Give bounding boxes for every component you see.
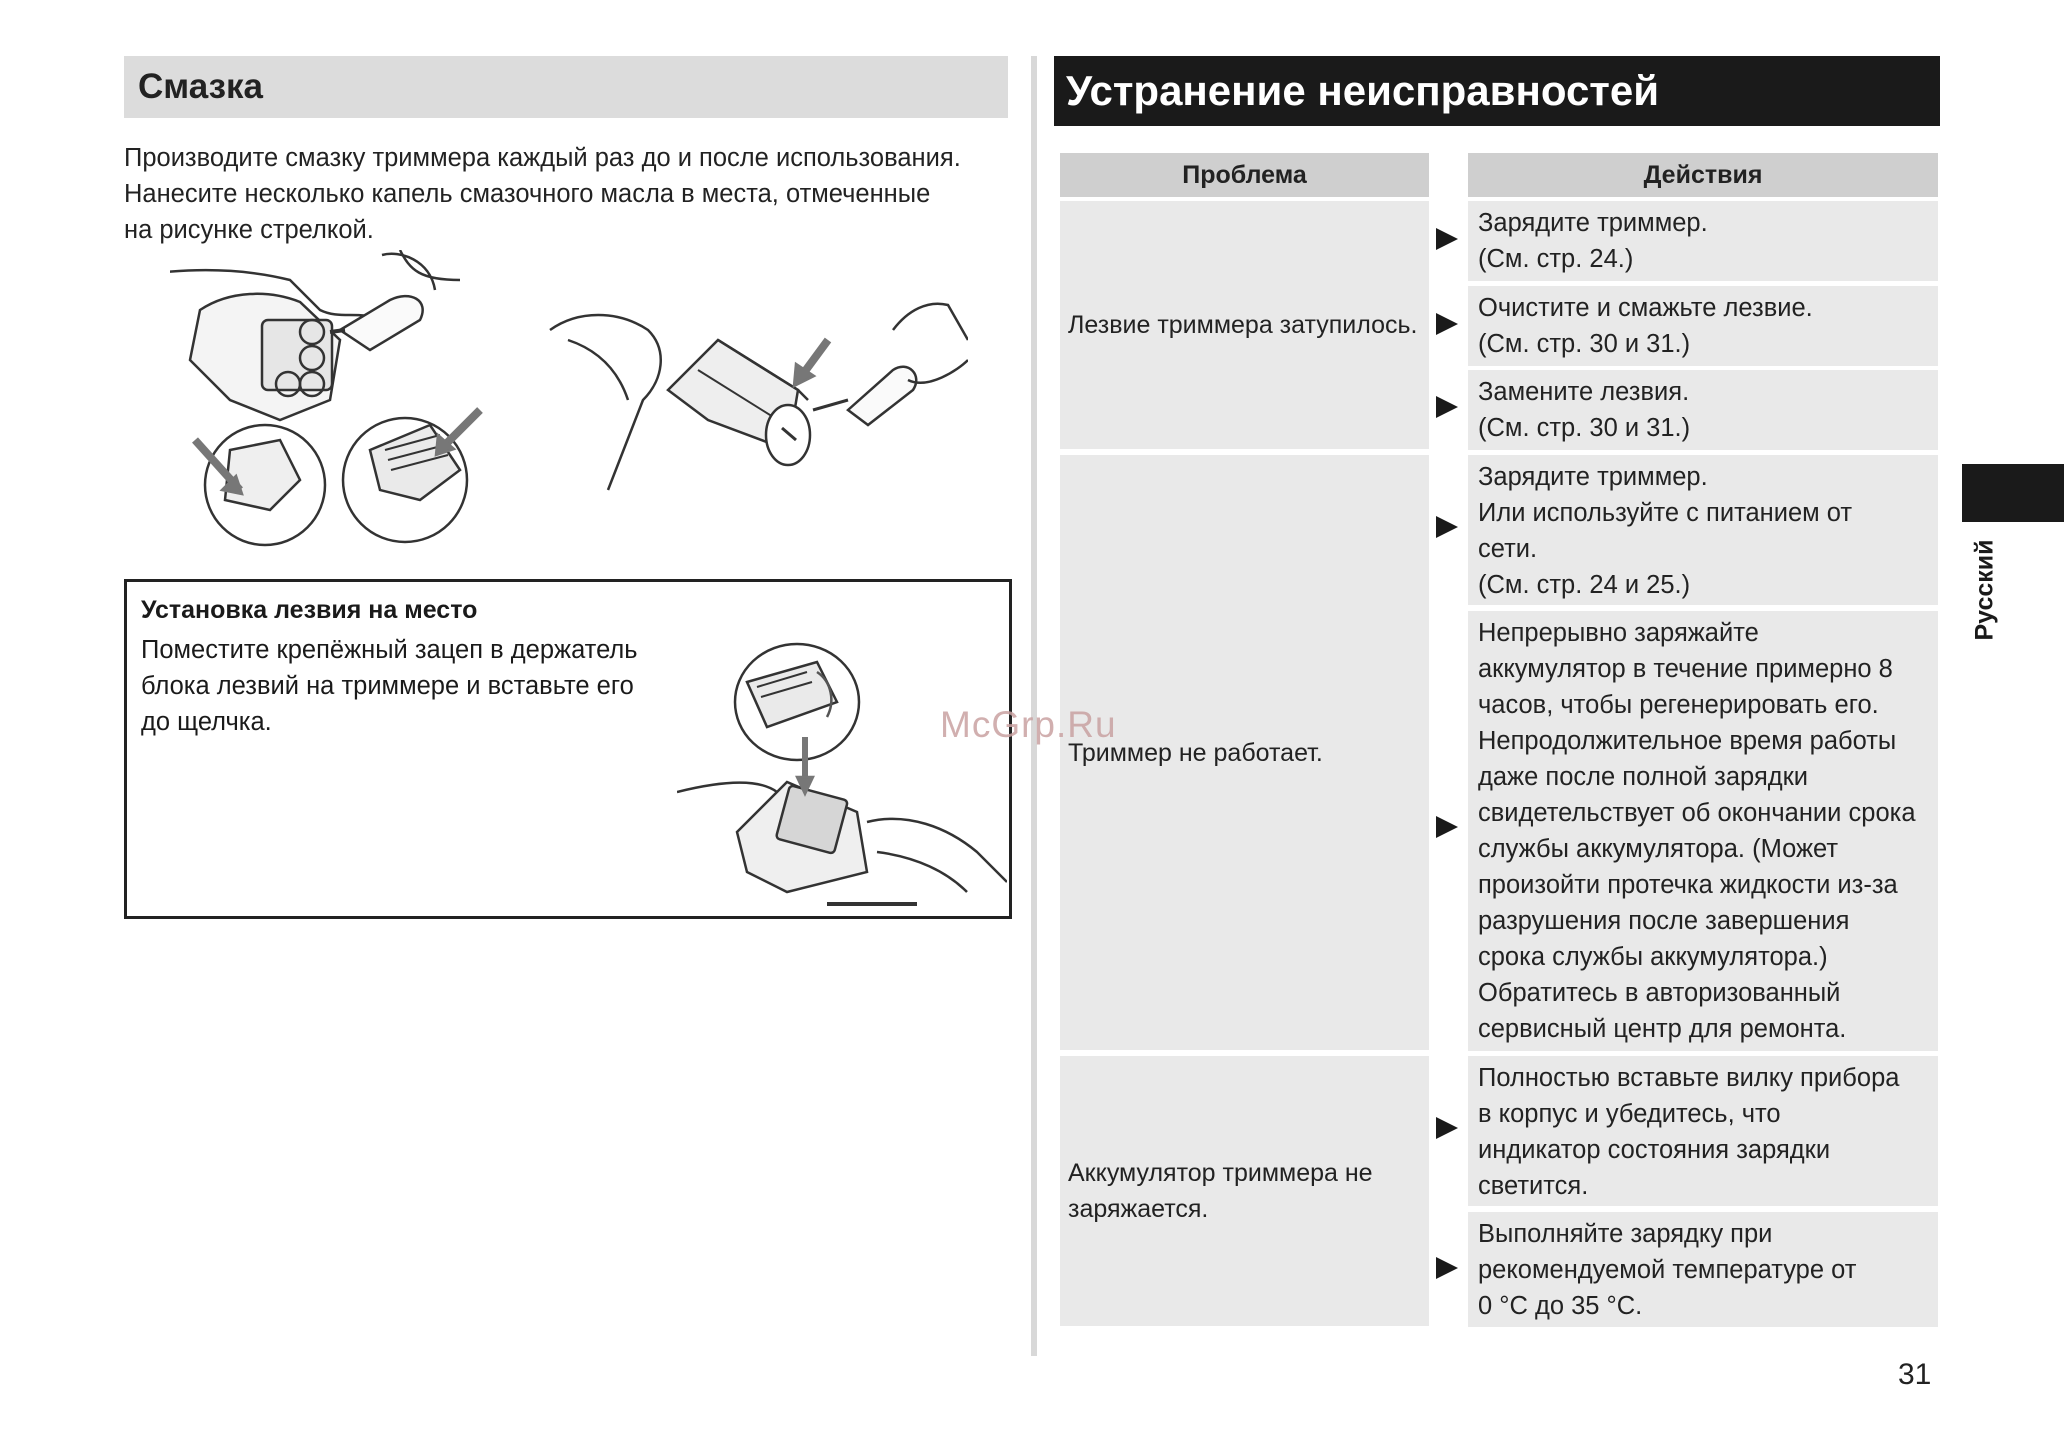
problem-cell: [1060, 201, 1429, 449]
watermark: McGrp.Ru: [940, 704, 1117, 745]
action-line: Очистите и смажьте лезвие.: [1478, 294, 1813, 322]
action-line: 0 °C до 35 °C.: [1478, 1292, 1643, 1320]
problem-cell: [1060, 455, 1429, 1050]
action-cell: [1468, 286, 1938, 366]
language-tab: [1962, 464, 2064, 522]
action-line: (См. стр. 24 и 25.): [1478, 571, 1691, 599]
action-line: Выполняйте зарядку при: [1478, 1220, 1773, 1248]
action-cell: [1468, 1212, 1938, 1327]
action-cell: [1468, 1056, 1938, 1206]
language-label-text: Русский: [1970, 539, 1999, 641]
problem-text: [1068, 1155, 1373, 1227]
instruction-line: Нанесите несколько капель смазочного масла в места, отмеченные: [124, 180, 931, 208]
language-label: [1960, 530, 2010, 650]
action-line: светится.: [1478, 1172, 1589, 1200]
action-line: Непродолжительное время работы: [1478, 727, 1897, 755]
problem-text-line: Аккумулятор триммера не: [1068, 1159, 1373, 1187]
blade-install-instructions: [141, 632, 638, 740]
arrow-icon: [1436, 816, 1458, 838]
page-number: 31: [1898, 1358, 1932, 1391]
problem-cell: [1060, 1056, 1429, 1326]
problem-column-header: Проблема: [1060, 153, 1429, 197]
arrow-icon: [1436, 228, 1458, 250]
instruction-line: блока лезвий на триммере и вставьте его: [141, 672, 634, 700]
action-line: индикатор состояния зарядки: [1478, 1136, 1831, 1164]
action-line: аккумулятор в течение примерно 8: [1478, 655, 1893, 683]
action-line: Обратитесь в авторизованный: [1478, 979, 1841, 1007]
action-line: в корпус и убедитесь, что: [1478, 1100, 1781, 1128]
arrow-icon: [1436, 1117, 1458, 1139]
lubrication-heading: Смазка: [124, 56, 1008, 118]
action-line: Замените лезвия.: [1478, 378, 1690, 406]
action-line: срока службы аккумулятора.): [1478, 943, 1828, 971]
action-line: сервисный центр для ремонта.: [1478, 1015, 1847, 1043]
problem-text: Триммер не работает.: [1068, 738, 1323, 767]
blade-install-heading: Установка лезвия на место: [141, 596, 478, 624]
actions-column-header: Действия: [1468, 153, 1938, 197]
action-line: Полностью вставьте вилку прибора: [1478, 1064, 1900, 1092]
action-cell: [1468, 611, 1938, 1051]
arrow-icon: [1436, 396, 1458, 418]
action-line: Зарядите триммер.: [1478, 209, 1708, 237]
action-line: (См. стр. 24.): [1478, 245, 1634, 273]
action-line: свидетельствует об окончании срока: [1478, 799, 1916, 827]
action-line: Или используйте с питанием от: [1478, 499, 1853, 527]
arrow-icon: [1436, 516, 1458, 538]
blade-install-illustration: [677, 642, 1007, 912]
instruction-line: до щелчка.: [141, 708, 272, 736]
arrow-icon: [1436, 1257, 1458, 1279]
action-line: даже после полной зарядки: [1478, 763, 1809, 791]
oiling-blade-illustration: [170, 250, 490, 560]
oiling-trimmer-illustration: [548, 250, 968, 510]
action-line: сети.: [1478, 535, 1538, 563]
action-line: службы аккумулятора. (Может: [1478, 835, 1839, 863]
action-line: рекомендуемой температуре от: [1478, 1256, 1857, 1284]
instruction-line: на рисунке стрелкой.: [124, 216, 374, 244]
action-line: произойти протечка жидкости из-за: [1478, 871, 1898, 899]
troubleshooting-heading: Устранение неисправностей: [1054, 56, 1940, 126]
action-line: (См. стр. 30 и 31.): [1478, 414, 1691, 442]
action-line: разрушения после завершения: [1478, 907, 1850, 935]
action-line: Непрерывно заряжайте: [1478, 619, 1759, 647]
arrow-icon: [1436, 313, 1458, 335]
problem-text: Лезвие триммера затупилось.: [1068, 311, 1418, 339]
instruction-line: Поместите крепёжный зацеп в держатель: [141, 636, 638, 664]
action-cell: [1468, 370, 1938, 450]
action-cell: [1468, 455, 1938, 605]
blade-install-box: [124, 579, 1012, 919]
action-line: часов, чтобы регенерировать его.: [1478, 691, 1879, 719]
action-cell: [1468, 201, 1938, 281]
lubrication-instructions: [124, 140, 1024, 248]
action-line: Зарядите триммер.: [1478, 463, 1708, 491]
instruction-line: Производите смазку триммера каждый раз до и после использования.: [124, 144, 961, 172]
problem-text-line: заряжается.: [1068, 1195, 1209, 1223]
action-line: (См. стр. 30 и 31.): [1478, 330, 1691, 358]
